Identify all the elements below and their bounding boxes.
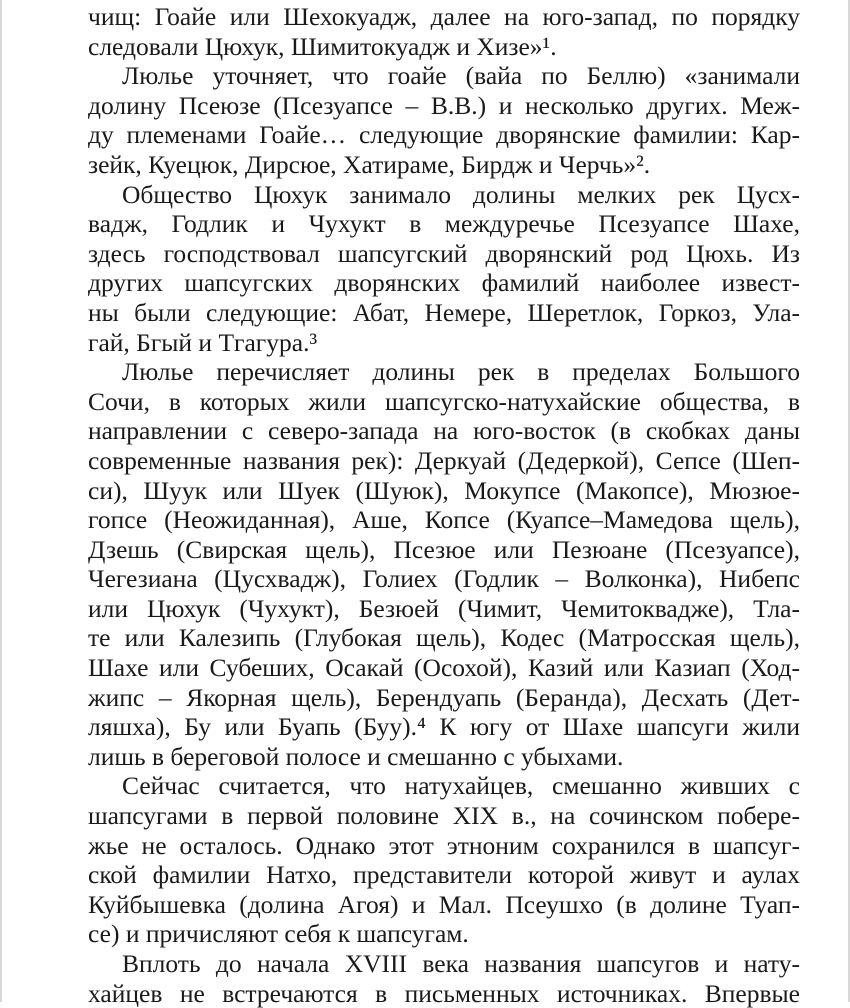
text-line: вадж, Годлик и Чухукт в междуречье Псезуапсе Шахе, xyxy=(88,209,800,239)
text-line: лишь в береговой полосе и смешанно с убыхами. xyxy=(88,741,624,771)
text-line: жье не осталось. Однако этот этноним сохранился в шапсуг- xyxy=(88,830,800,860)
text-line: те или Калезипь (Глубокая щель), Кодес (Матросская щель), xyxy=(88,623,800,653)
text-line: си), Шуук или Шуек (Шуюк), Мокупсе (Макопсе), Мюзюе- xyxy=(88,475,800,505)
text-line: жипс – Якорная щель), Берендуапь (Беранда), Десхать (Дет- xyxy=(88,682,800,712)
text-line: ляшха), Бу или Буапь (Буу).⁴ К югу от Шахе шапсуги жили xyxy=(88,712,800,742)
text-line: гопсе (Неожиданная), Аше, Копсе (Куапсе–Мамедова щель), xyxy=(88,505,800,535)
text-line: Вплоть до начала XVIII века названия шапсугов и нату- xyxy=(122,949,800,978)
text-line: современные названия рек): Деркуай (Дедеркой), Сепсе (Шеп- xyxy=(88,445,800,475)
text-line: направлении с северо-запада на юго-восток (в скобках даны xyxy=(88,416,800,446)
text-line: ду племенами Гоайе… следующие дворянские фамилии: Кар- xyxy=(88,120,800,150)
text-line: ны были следующие: Абат, Немере, Шеретлок, Горкоз, Ула- xyxy=(88,297,800,327)
text-line: Люлье перечисляет долины рек в пределах Большого xyxy=(122,357,800,387)
text-line: Люлье уточняет, что гоайе (вайа по Беллю) «занимали xyxy=(122,61,800,91)
text-line: хайцев не встречаются в письменных источниках. Впервые xyxy=(88,978,800,1008)
text-line: ской фамилии Натхо, представители которой живут и аулах xyxy=(88,860,800,890)
text-line: зейк, Куецюк, Дирсюе, Хатираме, Бирдж и Черчь»². xyxy=(88,149,651,179)
text-line: чищ: Гоайе или Шехокуадж, далее на юго-запад, по порядку xyxy=(88,2,800,31)
text-line: Чегезиана (Цусхвадж), Голиех (Годлик – Волконка), Нибепс xyxy=(88,564,800,594)
text-line: здесь господствовал шапсугский дворянский род Цюхь. Из xyxy=(88,238,800,268)
text-line: следовали Цюхук, Шимитокуадж и Хизе»¹. xyxy=(88,31,557,61)
text-line: Шахе или Субеших, Осакай (Осохой), Казий или Казиап (Ход- xyxy=(88,653,800,683)
text-line: Сейчас считается, что натухайцев, смешанно живших с xyxy=(122,771,800,801)
text-line: гай, Бгый и Тгагура.³ xyxy=(88,327,318,357)
text-line: долину Псеюзе (Псезуапсе – В.В.) и несколько других. Меж- xyxy=(88,90,800,120)
text-line: или Цюхук (Чухукт), Безюей (Чимит, Чемитоквадже), Тла- xyxy=(88,593,800,623)
text-column xyxy=(88,2,800,1008)
text-line: Общество Цюхук занимало долины мелких рек Цусх- xyxy=(122,179,800,209)
text-line: шапсугами в первой половине XIX в., на сочинском побере- xyxy=(88,801,800,831)
text-line: Дзешь (Свирская щель), Псезюе или Пезюане (Псезуапсе), xyxy=(88,534,800,564)
text-line: Сочи, в которых жили шапсугско-натухайские общества, в xyxy=(88,386,800,416)
text-line: других шапсугских дворянских фамилий наиболее извест- xyxy=(88,268,800,298)
text-line: Куйбышевка (долина Агоя) и Мал. Псеушхо (в долине Туап- xyxy=(88,889,800,919)
text-line: се) и причисляют себя к шапсугам. xyxy=(88,919,469,949)
